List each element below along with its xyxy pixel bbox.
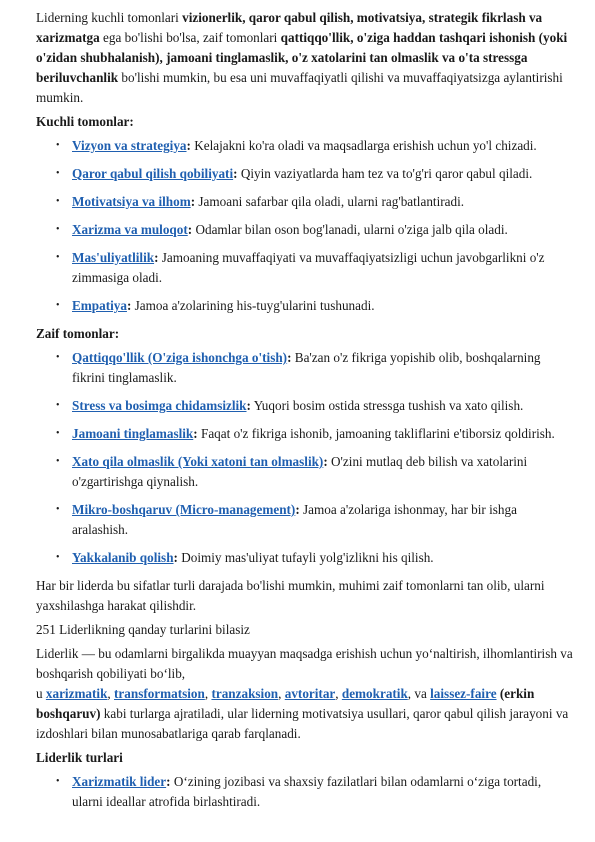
leadership-text: kabi turlarga ajratiladi, ular liderning motivatsiya usullari, qaror qabul qilish jarayoni va izdoshlari bilan munosabatlariga qarab farqlanadi.: [36, 706, 569, 741]
term-link[interactable]: Mas'uliyatlilik: [72, 250, 155, 265]
term-link[interactable]: Jamoani tinglamaslik: [72, 426, 194, 441]
strengths-heading: Kuchli tomonlar:: [36, 114, 134, 129]
bullet-icon: •: [56, 456, 60, 467]
bullet-icon: •: [56, 168, 60, 179]
bullet-icon: •: [56, 300, 60, 311]
link-laissez-faire[interactable]: laissez-faire: [430, 686, 497, 701]
item-text: Jamoa a'zolariga ishonmay, har bir ishga aralashish.: [72, 502, 517, 537]
separator: , va: [407, 686, 431, 701]
colon: :: [287, 350, 292, 365]
list-item: [36, 500, 575, 540]
term-link[interactable]: Xarizmatik lider: [72, 774, 167, 789]
colon: :: [295, 502, 300, 517]
bullet-icon: •: [56, 552, 60, 563]
term-link[interactable]: Vizyon va strategiya: [72, 138, 187, 153]
term-link[interactable]: Stress va bosimga chidamsizlik: [72, 398, 247, 413]
item-text: Jamoa a'zolarining his-tuyg'ularini tushunadi.: [131, 298, 375, 313]
link-transformatsion[interactable]: transformatsion: [114, 686, 205, 701]
separator: ,: [335, 686, 342, 701]
item-text: Yuqori bosim ostida stressga tushish va xato qilish.: [250, 398, 524, 413]
types-list: [36, 772, 575, 812]
bullet-icon: •: [56, 428, 60, 439]
summary-paragraph: Har bir liderda bu sifatlar turli darajada bo'lishi mumkin, muhimi zaif tomonlarni tan olib, ularni yaxshilashga harakat qilishdir.: [36, 578, 545, 613]
item-text: O‘zining jozibasi va shaxsiy fazilatlari bilan odamlarni o‘ziga tortadi, ularni ideallar atrofida birlashtiradi.: [72, 774, 542, 809]
colon: :: [323, 454, 328, 469]
link-xarizmatik[interactable]: xarizmatik: [45, 686, 108, 701]
item-text: Ba'zan o'z fikriga yopishib olib, boshqalarning fikrini tinglamaslik.: [72, 350, 541, 385]
link-demokratik[interactable]: demokratik: [341, 686, 408, 701]
erkin-boshqaruv-bold: (erkin boshqaruv): [36, 686, 535, 721]
colon: :: [154, 250, 159, 265]
term-link[interactable]: Yakkalanib qolish: [72, 550, 174, 565]
bullet-icon: •: [56, 400, 60, 411]
term-link[interactable]: Empatiya: [72, 298, 127, 313]
intro-strengths-bold: vizionerlik, qaror qabul qilish, motivatsiya, strategik fikrlash va xarizmatga: [36, 10, 543, 45]
bullet-icon: •: [56, 776, 60, 787]
colon: :: [173, 550, 178, 565]
list-item: [36, 452, 575, 492]
types-heading: Liderlik turlari: [36, 750, 123, 765]
colon: :: [246, 398, 251, 413]
intro-text: bo'lishi mumkin, bu esa uni muvaffaqiyatli qilishi va muvaffaqiyatsizga aylantirishi mumkin.: [36, 70, 563, 105]
term-link[interactable]: Motivatsiya va ilhom: [72, 194, 191, 209]
separator: ,: [204, 686, 212, 701]
colon: :: [126, 298, 132, 313]
colon: :: [193, 426, 198, 441]
weaknesses-list: [36, 348, 575, 568]
item-text: Doimiy mas'uliyat tufayli yolg'izlikni his qilish.: [177, 550, 434, 565]
intro-weaknesses-bold: qattiqqo'llik, o'ziga haddan tashqari ishonish (yoki o'zidan shubhalanish), jamoani tinglamaslik, o'z xatolarini tan olmaslik va o'ta stressga beriluvchanlik: [36, 30, 568, 85]
list-item: [36, 136, 575, 156]
list-item: [36, 348, 575, 388]
item-text: O'zini mutlaq deb bilish va xatolarini o'zgartirishga qiynalish.: [72, 454, 528, 489]
item-text: Kelajakni ko'ra oladi va maqsadlarga erishish uchun yo'l chizadi.: [190, 138, 537, 153]
list-item: [36, 424, 575, 444]
item-text: Faqat o'z fikriga ishonib, jamoaning takliflarini e'tiborsiz qoldirish.: [197, 426, 555, 441]
list-item: [36, 296, 575, 316]
list-item: [36, 220, 575, 240]
bullet-icon: •: [56, 352, 60, 363]
colon: :: [186, 138, 191, 153]
leadership-text: Liderlik — bu odamlarni birgalikda muayyan maqsadga erishish uchun yo‘naltirish, ilhomlantirish va boshqarish qobiliyati bo‘lib,: [36, 646, 573, 681]
term-link[interactable]: Mikro-boshqaruv (Micro-management): [72, 502, 296, 517]
bullet-icon: •: [56, 252, 60, 263]
link-avtoritar[interactable]: avtoritar: [284, 686, 336, 701]
bullet-icon: •: [56, 504, 60, 515]
bullet-icon: •: [56, 140, 60, 151]
item-text: Jamoani safarbar qila oladi, ularni rag'batlantiradi.: [195, 194, 465, 209]
item-text: Jamoaning muvaffaqiyati va muvaffaqiyatsizligi uchun javobgarlikni o'z zimmasiga oladi.: [72, 250, 545, 285]
leadership-paragraph: [36, 644, 575, 744]
separator: ,: [278, 686, 285, 701]
leadership-text: u: [36, 686, 46, 701]
item-text: Qiyin vaziyatlarda ham tez va to'g'ri qaror qabul qiladi.: [237, 166, 533, 181]
intro-text: Liderning kuchli tomonlari: [36, 10, 183, 25]
term-link[interactable]: Xato qila olmaslik (Yoki xatoni tan olmaslik): [72, 454, 324, 469]
list-item: [36, 248, 575, 288]
list-item: [36, 548, 575, 568]
term-link[interactable]: Qaror qabul qilish qobiliyati: [72, 166, 234, 181]
question-caption: 251 Liderlikning qanday turlarini bilasiz: [36, 622, 250, 637]
colon: :: [190, 194, 196, 209]
intro-paragraph: [36, 8, 575, 108]
bullet-icon: •: [56, 224, 60, 235]
separator: ,: [107, 686, 115, 701]
list-item: [36, 164, 575, 184]
colon: :: [233, 166, 238, 181]
term-link[interactable]: Xarizma va muloqot: [72, 222, 188, 237]
link-tranzaksion[interactable]: tranzaksion: [211, 686, 279, 701]
term-link[interactable]: Qattiqqo'llik (O'ziga ishonchga o'tish): [72, 350, 288, 365]
list-item: [36, 192, 575, 212]
intro-text: ega bo'lishi bo'lsa, zaif tomonlari: [99, 30, 281, 45]
colon: :: [187, 222, 193, 237]
item-text: Odamlar bilan oson bog'lanadi, ularni o'ziga jalb qila oladi.: [192, 222, 508, 237]
bullet-icon: •: [56, 196, 60, 207]
weaknesses-heading: Zaif tomonlar:: [36, 326, 120, 341]
list-item: [36, 772, 575, 812]
list-item: [36, 396, 575, 416]
strengths-list: [36, 136, 575, 316]
colon: :: [166, 774, 171, 789]
